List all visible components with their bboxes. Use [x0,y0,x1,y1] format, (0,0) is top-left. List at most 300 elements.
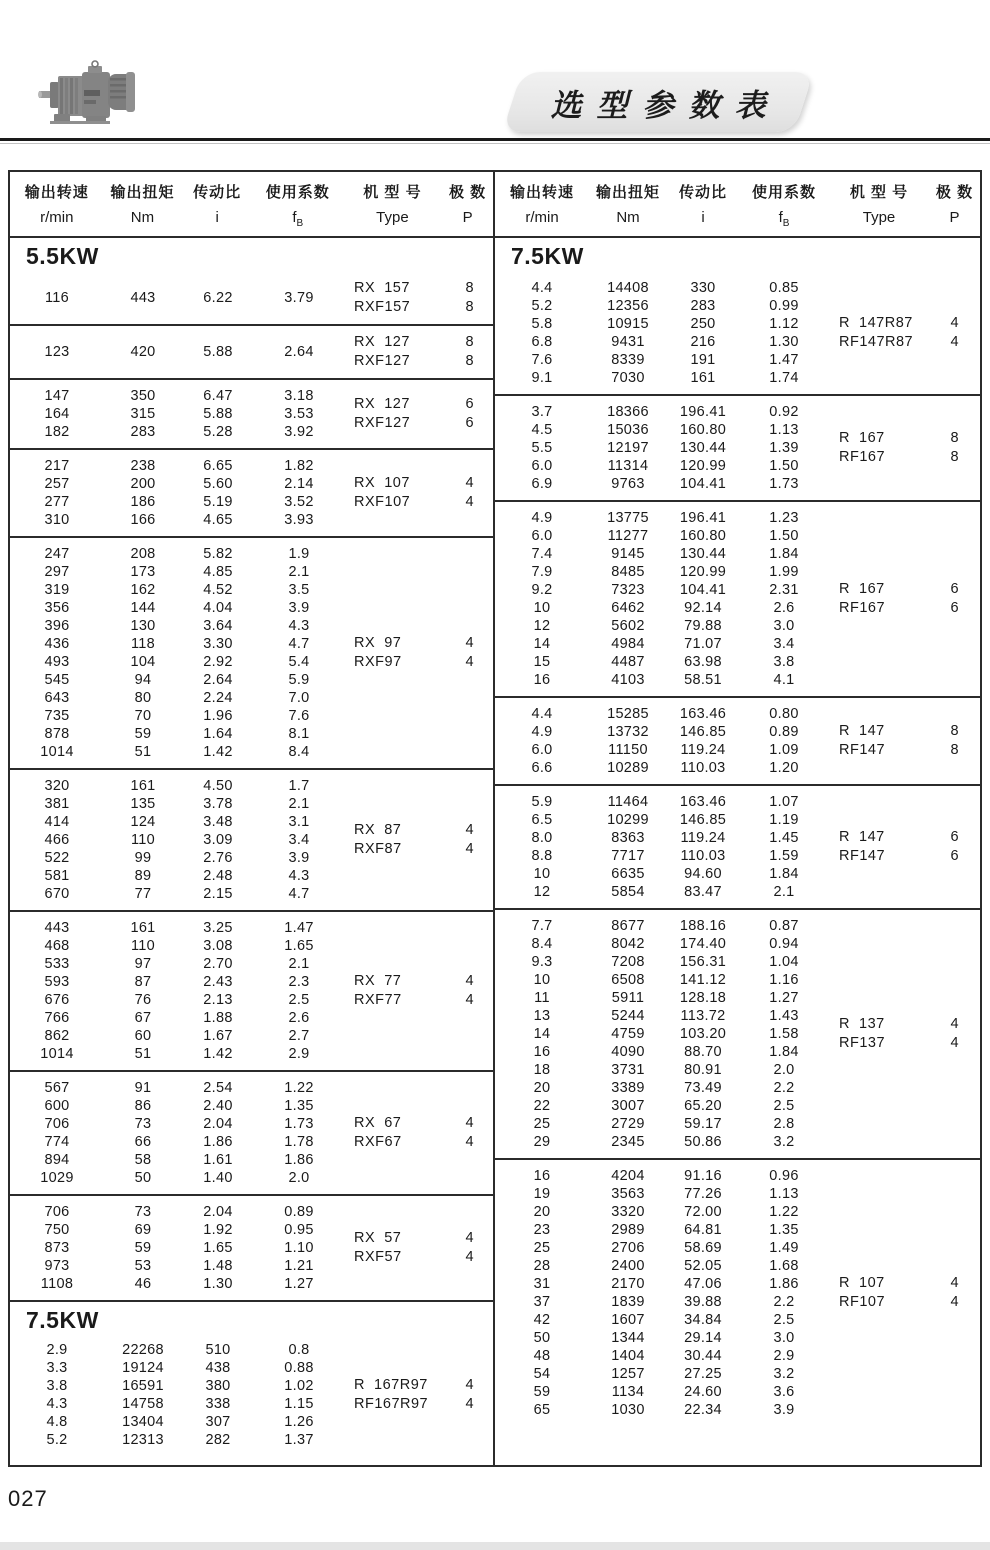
output-speed-value: 16 [533,672,551,688]
type-line [344,840,495,859]
service-factor-value: 2.1 [288,564,310,580]
output-speed-value: 2.9 [46,1342,68,1358]
table-row [10,1045,344,1063]
output-speed-value: 48 [533,1348,551,1364]
ratio-value: 160.80 [679,528,727,544]
output-torque-value: 51 [134,744,152,760]
table-row [10,1413,344,1431]
output-torque-value: 144 [130,600,156,616]
table-row [495,333,829,351]
table-row [495,989,829,1007]
table-row [10,1377,344,1395]
rating-group-types [344,333,495,371]
ratio-value: 65.20 [684,1098,722,1114]
rating-group [495,784,980,908]
ratio-value: 196.41 [679,404,727,420]
table-row [495,1401,829,1419]
rating-group-types [829,1167,980,1419]
rating-group-rows [10,333,344,371]
col-service-factor [739,181,829,236]
output-torque-value: 443 [130,290,156,306]
model-type: RX 127 [354,396,410,412]
table-header-left [10,172,495,236]
type-line [344,821,495,840]
table-row [10,635,344,653]
output-torque-value: 2400 [611,1258,645,1274]
table-row [10,991,344,1009]
table-row [10,689,344,707]
output-torque-value: 162 [130,582,156,598]
service-factor-value: 2.1 [288,956,310,972]
table-row [10,1009,344,1027]
table-row [495,369,829,387]
model-type: RX 97 [354,635,402,651]
output-torque-value: 53 [134,1258,152,1274]
rating-group [10,536,493,768]
service-factor-value: 1.22 [284,1080,314,1096]
output-torque-value: 9763 [611,476,645,492]
service-factor-value: 2.14 [284,476,314,492]
table-row [495,811,829,829]
table-row [10,1079,344,1097]
table-row [495,1133,829,1151]
ratio-value: 330 [690,280,716,296]
pole-count: 8 [950,449,959,465]
table-row [495,297,829,315]
service-factor-value: 7.6 [288,708,310,724]
output-torque-value: 14408 [607,280,649,296]
output-speed-value: 9.3 [531,954,553,970]
output-torque-value: 238 [130,458,156,474]
output-torque-value: 7208 [611,954,645,970]
ratio-value: 83.47 [684,884,722,900]
ratio-value: 110.03 [680,760,726,776]
ratio-value: 307 [205,1414,231,1430]
service-factor-value: 1.12 [769,316,799,332]
type-line [829,429,980,448]
service-factor-value: 0.95 [284,1222,314,1238]
table-row [10,1133,344,1151]
service-factor-value: 3.1 [288,814,310,830]
service-factor-value: 1.27 [284,1276,314,1292]
col-poles-unit: P [462,209,473,226]
rating-group [495,696,980,784]
service-factor-value: 1.35 [284,1098,314,1114]
output-torque-value: 60 [134,1028,152,1044]
service-factor-value: 5.9 [288,672,310,688]
output-speed-value: 8.8 [531,848,553,864]
output-torque-value: 13732 [607,724,649,740]
page-number: 027 [8,1486,48,1511]
service-factor-value: 1.50 [769,528,799,544]
ratio-value: 163.46 [679,794,727,810]
table-row [495,793,829,811]
output-speed-value: 3.7 [531,404,553,420]
output-torque-value: 14758 [122,1396,164,1412]
ratio-value: 2.48 [203,868,233,884]
type-line [344,972,495,991]
model-type: RXF67 [354,1134,402,1150]
table-row [10,343,344,361]
col-ratio-unit: i [215,209,219,226]
output-torque-value: 110 [130,832,156,848]
pole-count: 4 [465,1230,474,1246]
output-torque-value: 70 [134,708,152,724]
type-line [344,1376,495,1395]
output-speed-value: 23 [533,1222,551,1238]
pole-count: 4 [465,654,474,670]
table-row [10,1239,344,1257]
table-row [495,1293,829,1311]
ratio-value: 52.05 [684,1258,722,1274]
output-speed-value: 6.8 [531,334,553,350]
output-torque-value: 283 [130,424,156,440]
ratio-value: 250 [690,316,716,332]
rating-group-types [344,457,495,529]
table-row [495,635,829,653]
panel-filler [10,1456,493,1465]
table-row [10,885,344,903]
table-row [495,1347,829,1365]
rating-group-types [344,279,495,317]
output-speed-value: 10 [533,866,551,882]
service-factor-value: 3.4 [288,832,310,848]
service-factor-value: 1.23 [769,510,799,526]
rating-group-types [344,1341,495,1449]
output-torque-value: 3320 [611,1204,645,1220]
output-speed-value: 217 [44,458,70,474]
output-torque-value: 13404 [122,1414,164,1430]
pole-count: 4 [465,1396,474,1412]
output-torque-value: 208 [130,546,156,562]
pole-count: 8 [950,742,959,758]
model-type: R 107 [839,1275,885,1291]
model-type: RX 107 [354,475,410,491]
output-speed-value: 436 [44,636,70,652]
type-line [829,828,980,847]
model-type: RX 67 [354,1115,402,1131]
ratio-value: 104.41 [679,476,727,492]
output-torque-value: 8485 [611,564,645,580]
output-torque-value: 11150 [608,742,648,758]
output-torque-value: 9431 [611,334,645,350]
output-speed-value: 356 [44,600,70,616]
rating-group-rows [495,705,829,777]
output-torque-value: 104 [130,654,156,670]
table-row [495,759,829,777]
ratio-value: 1.86 [203,1134,233,1150]
ratio-value: 338 [205,1396,231,1412]
table-row [10,777,344,795]
service-factor-value: 1.22 [769,1204,799,1220]
output-speed-value: 396 [44,618,70,634]
model-type: RX 127 [354,334,410,350]
service-factor-value: 1.15 [284,1396,314,1412]
model-type: RXF97 [354,654,402,670]
ratio-value: 2.40 [203,1098,233,1114]
output-speed-value: 545 [44,672,70,688]
output-speed-value: 493 [44,654,70,670]
ratio-value: 1.88 [203,1010,233,1026]
output-speed-value: 257 [44,476,70,492]
service-factor-value: 1.58 [769,1026,799,1042]
ratio-value: 22.34 [684,1402,722,1418]
service-factor-value: 1.45 [769,830,799,846]
output-torque-value: 110 [130,938,156,954]
table-row [495,457,829,475]
service-factor-value: 1.35 [769,1222,799,1238]
service-factor-value: 1.02 [284,1378,314,1394]
output-speed-value: 123 [44,344,70,360]
type-line [829,1274,980,1293]
model-type: RF137 [839,1035,886,1051]
ratio-value: 1.92 [203,1222,233,1238]
ratio-value: 39.88 [684,1294,722,1310]
output-torque-value: 12313 [122,1432,164,1448]
service-factor-value: 3.4 [773,636,795,652]
output-torque-value: 350 [130,388,156,404]
output-speed-value: 750 [44,1222,70,1238]
model-type: RXF87 [354,841,402,857]
ratio-value: 27.25 [684,1366,722,1382]
output-speed-value: 6.0 [531,458,553,474]
table-row [495,403,829,421]
service-factor-value: 1.86 [769,1276,799,1292]
service-factor-value: 1.21 [284,1258,314,1274]
col-service-factor-unit: $f_B$ [292,209,304,229]
output-torque-value: 118 [130,636,156,652]
output-torque-value: 77 [134,886,152,902]
output-speed-value: 19 [533,1186,551,1202]
ratio-value: 160.80 [679,422,727,438]
rating-group-rows [495,403,829,493]
model-type: RF147 [839,848,886,864]
ratio-value: 5.88 [203,344,233,360]
rating-group-types [344,387,495,441]
table-row [495,1185,829,1203]
ratio-value: 59.17 [684,1116,722,1132]
table-row [495,953,829,971]
table-row [495,653,829,671]
service-factor-value: 1.27 [769,990,799,1006]
ratio-value: 510 [205,1342,231,1358]
output-torque-value: 12197 [607,440,649,456]
output-speed-value: 567 [44,1080,70,1096]
bottom-edge-strip [0,1542,990,1550]
ratio-value: 71.07 [684,636,722,652]
output-speed-value: 735 [44,708,70,724]
output-speed-value: 774 [44,1134,70,1150]
service-factor-value: 2.0 [773,1062,795,1078]
ratio-value: 2.13 [203,992,233,1008]
service-factor-value: 2.31 [769,582,799,598]
table-row [495,1221,829,1239]
output-torque-value: 46 [134,1276,152,1292]
table-row [495,617,829,635]
service-factor-value: 1.49 [769,1240,799,1256]
output-torque-value: 8363 [611,830,645,846]
output-torque-value: 8339 [611,352,645,368]
output-speed-value: 31 [533,1276,551,1292]
output-speed-value: 676 [44,992,70,1008]
header-rule [0,138,990,141]
ratio-value: 188.16 [679,918,727,934]
service-factor-value: 3.9 [288,850,310,866]
output-torque-value: 69 [134,1222,152,1238]
ratio-value: 191 [690,352,716,368]
output-speed-value: 12 [533,884,551,900]
output-torque-value: 135 [130,796,156,812]
ratio-value: 80.91 [684,1062,722,1078]
rating-group-types [344,777,495,903]
model-type: RXF57 [354,1249,402,1265]
output-torque-value: 161 [130,920,156,936]
service-factor-value: 0.89 [284,1204,314,1220]
col-model-type [343,181,443,236]
service-factor-value: 1.84 [769,546,799,562]
ratio-value: 196.41 [679,510,727,526]
service-factor-value: 2.7 [288,1028,310,1044]
rating-group [495,500,980,696]
output-speed-value: 5.2 [46,1432,68,1448]
table-row [495,971,829,989]
table-row [10,707,344,725]
output-torque-value: 2989 [611,1222,645,1238]
table-row [495,1257,829,1275]
ratio-value: 4.85 [203,564,233,580]
table-row [10,1275,344,1293]
rating-group [495,908,980,1158]
ratio-value: 50.86 [684,1134,722,1150]
output-speed-value: 4.8 [46,1414,68,1430]
service-factor-value: 4.3 [288,618,310,634]
output-speed-value: 247 [44,546,70,562]
service-factor-value: 1.9 [288,546,310,562]
output-torque-value: 50 [134,1170,152,1186]
service-factor-value: 4.1 [773,672,795,688]
pole-count: 4 [950,1016,959,1032]
output-speed-value: 50 [533,1330,551,1346]
output-speed-value: 37 [533,1294,551,1310]
output-speed-value: 706 [44,1204,70,1220]
output-torque-value: 4487 [611,654,645,670]
output-torque-value: 4204 [611,1168,645,1184]
rating-group-rows [10,919,344,1063]
ratio-value: 3.09 [203,832,233,848]
output-torque-value: 7717 [611,848,645,864]
ratio-value: 47.06 [684,1276,722,1292]
service-factor-value: 1.13 [769,1186,799,1202]
service-factor-value: 2.3 [288,974,310,990]
service-factor-value: 2.0 [288,1170,310,1186]
service-factor-value: 1.82 [284,458,314,474]
output-torque-value: 5244 [611,1008,645,1024]
table-row [10,405,344,423]
rating-group-types [344,545,495,761]
table-row [495,1311,829,1329]
output-speed-value: 1014 [40,744,74,760]
col-poles [442,181,493,236]
rating-group [10,1334,493,1456]
model-type: RF107 [839,1294,886,1310]
ratio-value: 2.24 [203,690,233,706]
type-line [829,448,980,467]
table-row [495,527,829,545]
table-row [495,1167,829,1185]
output-speed-value: 319 [44,582,70,598]
service-factor-value: 1.84 [769,1044,799,1060]
table-row [10,1115,344,1133]
type-line [344,414,495,433]
table-row [495,935,829,953]
ratio-value: 2.04 [203,1204,233,1220]
col-model-type [829,181,929,236]
service-factor-value: 0.92 [769,404,799,420]
output-torque-value: 4103 [611,672,645,688]
service-factor-value: 1.86 [284,1152,314,1168]
model-type: R 147 [839,829,885,845]
ratio-value: 94.60 [684,866,722,882]
table-row [495,1079,829,1097]
output-speed-value: 593 [44,974,70,990]
ratio-value: 4.04 [203,600,233,616]
table-row [495,581,829,599]
output-torque-value: 11464 [607,794,649,810]
output-speed-value: 1014 [40,1046,74,1062]
output-speed-value: 973 [44,1258,70,1274]
output-speed-value: 9.1 [531,370,553,386]
rating-group [10,910,493,1070]
ratio-value: 119.24 [680,830,726,846]
col-output-torque-label: 输出扭矩 [110,184,175,201]
service-factor-value: 0.87 [769,918,799,934]
pole-count: 8 [465,353,474,369]
service-factor-value: 1.19 [769,812,799,828]
rating-group [10,1070,493,1194]
col-service-factor [253,181,343,236]
table-header-right [495,172,980,236]
table-row [495,421,829,439]
table-row [10,1341,344,1359]
section-label: 7.5KW [10,1300,493,1334]
table-row [10,831,344,849]
service-factor-value: 2.2 [773,1080,795,1096]
output-speed-value: 12 [533,618,551,634]
page-title: 选型参数表 [550,87,781,123]
type-line [344,333,495,352]
ratio-value: 216 [690,334,716,350]
output-torque-value: 1257 [611,1366,645,1382]
output-torque-value: 130 [130,618,156,634]
table-row [10,813,344,831]
service-factor-value: 1.37 [284,1432,314,1448]
rating-group-rows [10,1341,344,1449]
output-speed-value: 116 [44,290,70,306]
col-ratio-unit: i [701,209,705,226]
table-row [495,705,829,723]
output-speed-value: 14 [533,1026,551,1042]
table-row [10,955,344,973]
col-output-torque [104,181,182,236]
output-torque-value: 420 [130,344,156,360]
ratio-value: 91.16 [684,1168,722,1184]
service-factor-value: 2.1 [288,796,310,812]
col-ratio-label: 传动比 [678,184,727,201]
pole-count: 6 [950,600,959,616]
table-row [495,315,829,333]
service-factor-value: 1.47 [769,352,799,368]
output-torque-value: 2170 [611,1276,645,1292]
